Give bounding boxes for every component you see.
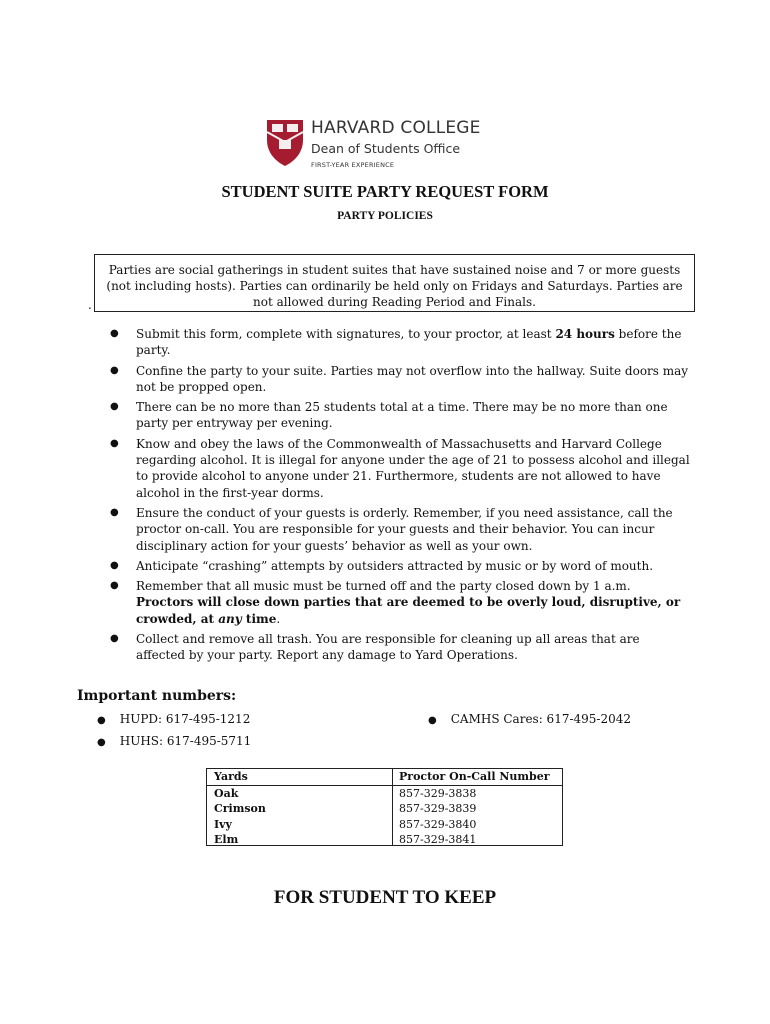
list-item [110, 631, 690, 664]
list-item [110, 436, 690, 501]
rule-text: Submit this form, complete with signatures, to your proctor, at least [136, 327, 556, 341]
rule-text: Anticipate “crashing” attempts by outsiders attracted by music or by word of mouth. [136, 558, 654, 573]
phone-text: HUHS: 617-495-5711 [119, 734, 252, 748]
rule-text: There can be no more than 25 students total at a time. There may be no more than one party per entryway per evening. [136, 400, 668, 431]
phone-huhs [97, 734, 251, 748]
table-header-yards: Yards [207, 769, 392, 786]
list-item [110, 505, 690, 554]
phone-text: CAMHS Cares: 617-495-2042 [450, 712, 632, 726]
rule-text: Ensure the conduct of your guests is orderly. Remember, if you need assistance, call the proctor on-call. You are responsible for your guests and their behavior. You can incur disciplinary action for your guests’ behavior as well as your own. [136, 505, 673, 553]
rule-emphasis: 24 hours [555, 327, 615, 341]
bullet-icon: ● [97, 715, 106, 726]
proctor-number-column [393, 769, 562, 845]
table-cell: 857-329-3841 [399, 832, 477, 846]
phone-text: HUPD: 617-495-1212 [119, 712, 251, 726]
logo-title: HARVARD COLLEGE [311, 118, 481, 138]
phone-hupd [97, 712, 250, 726]
important-numbers-heading: Important numbers: [77, 688, 237, 704]
party-rules-list [110, 326, 690, 668]
bullet-icon: ● [110, 559, 119, 571]
rule-emphasis: time [241, 611, 277, 626]
logo-subtitle: Dean of Students Office [311, 141, 461, 156]
bullet-icon: ● [428, 715, 437, 726]
list-item [110, 399, 690, 432]
list-item [110, 363, 690, 396]
rule-emphasis: Proctors will close down parties that are deemed to be overly loud, disruptive, or crowded, at [136, 595, 681, 626]
table-header-proctor: Proctor On-Call Number [393, 769, 562, 786]
proctor-numbers-table [206, 768, 563, 846]
bullet-icon: ● [110, 328, 119, 339]
bullet-icon: ● [110, 633, 119, 645]
table-cell: 857-329-3839 [399, 802, 477, 816]
bullet-icon: ● [110, 506, 119, 518]
form-title: STUDENT SUITE PARTY REQUEST FORM [221, 182, 549, 201]
list-item [110, 558, 690, 574]
list-item [110, 578, 690, 627]
table-cell: Elm [214, 832, 239, 846]
rule-emphasis: any [218, 611, 242, 626]
list-item [110, 326, 690, 359]
table-cell: Crimson [214, 802, 266, 816]
table-cell: 857-329-3838 [399, 787, 477, 800]
logo-tagline: FIRST-YEAR EXPERIENCE [311, 161, 395, 169]
bullet-icon: ● [110, 437, 119, 449]
form-subtitle: PARTY POLICIES [337, 210, 433, 222]
harvard-college-logo [265, 118, 515, 174]
table-cell: Oak [214, 787, 239, 800]
bullet-icon: ● [110, 401, 119, 413]
rule-text: before the party. [136, 327, 682, 358]
bullet-icon: ● [97, 737, 106, 748]
bullet-icon: ● [110, 580, 119, 592]
rule-text: Remember that all music must be turned off and the party closed down by 1 a.m. [136, 579, 631, 594]
table-cell: Ivy [214, 817, 232, 831]
footer-note: FOR STUDENT TO KEEP [273, 887, 497, 908]
rule-text: Know and obey the laws of the Commonwealth of Massachusetts and Harvard College regarding alcohol. It is illegal for anyone under the age of 21 to possess alcohol and illegal to provide alcohol to anyone under 21. Furthermore, students are not allowed to have alcohol in the first-year dorms. [136, 436, 690, 500]
phone-camhs [428, 712, 631, 726]
harvard-shield-icon [265, 118, 305, 168]
party-definition-box: Parties are social gatherings in student suites that have sustained noise and 7 or more guests (not including hosts). Parties can ordinarily be held only on Fridays and Saturdays. Parties are not allowed during Reading Period and Finals. [94, 254, 695, 312]
rule-text: Collect and remove all trash. You are responsible for cleaning up all areas that are affected by your party. Report any damage to Yard Operations. [136, 632, 640, 663]
bullet-icon: ● [110, 364, 119, 376]
rule-text: . [276, 611, 281, 626]
rule-text: Confine the party to your suite. Parties may not overflow into the hallway. Suite doors may not be propped open. [136, 363, 689, 394]
stray-mark: . [88, 298, 92, 312]
table-cell: 857-329-3840 [399, 817, 477, 831]
yards-column [207, 769, 393, 845]
